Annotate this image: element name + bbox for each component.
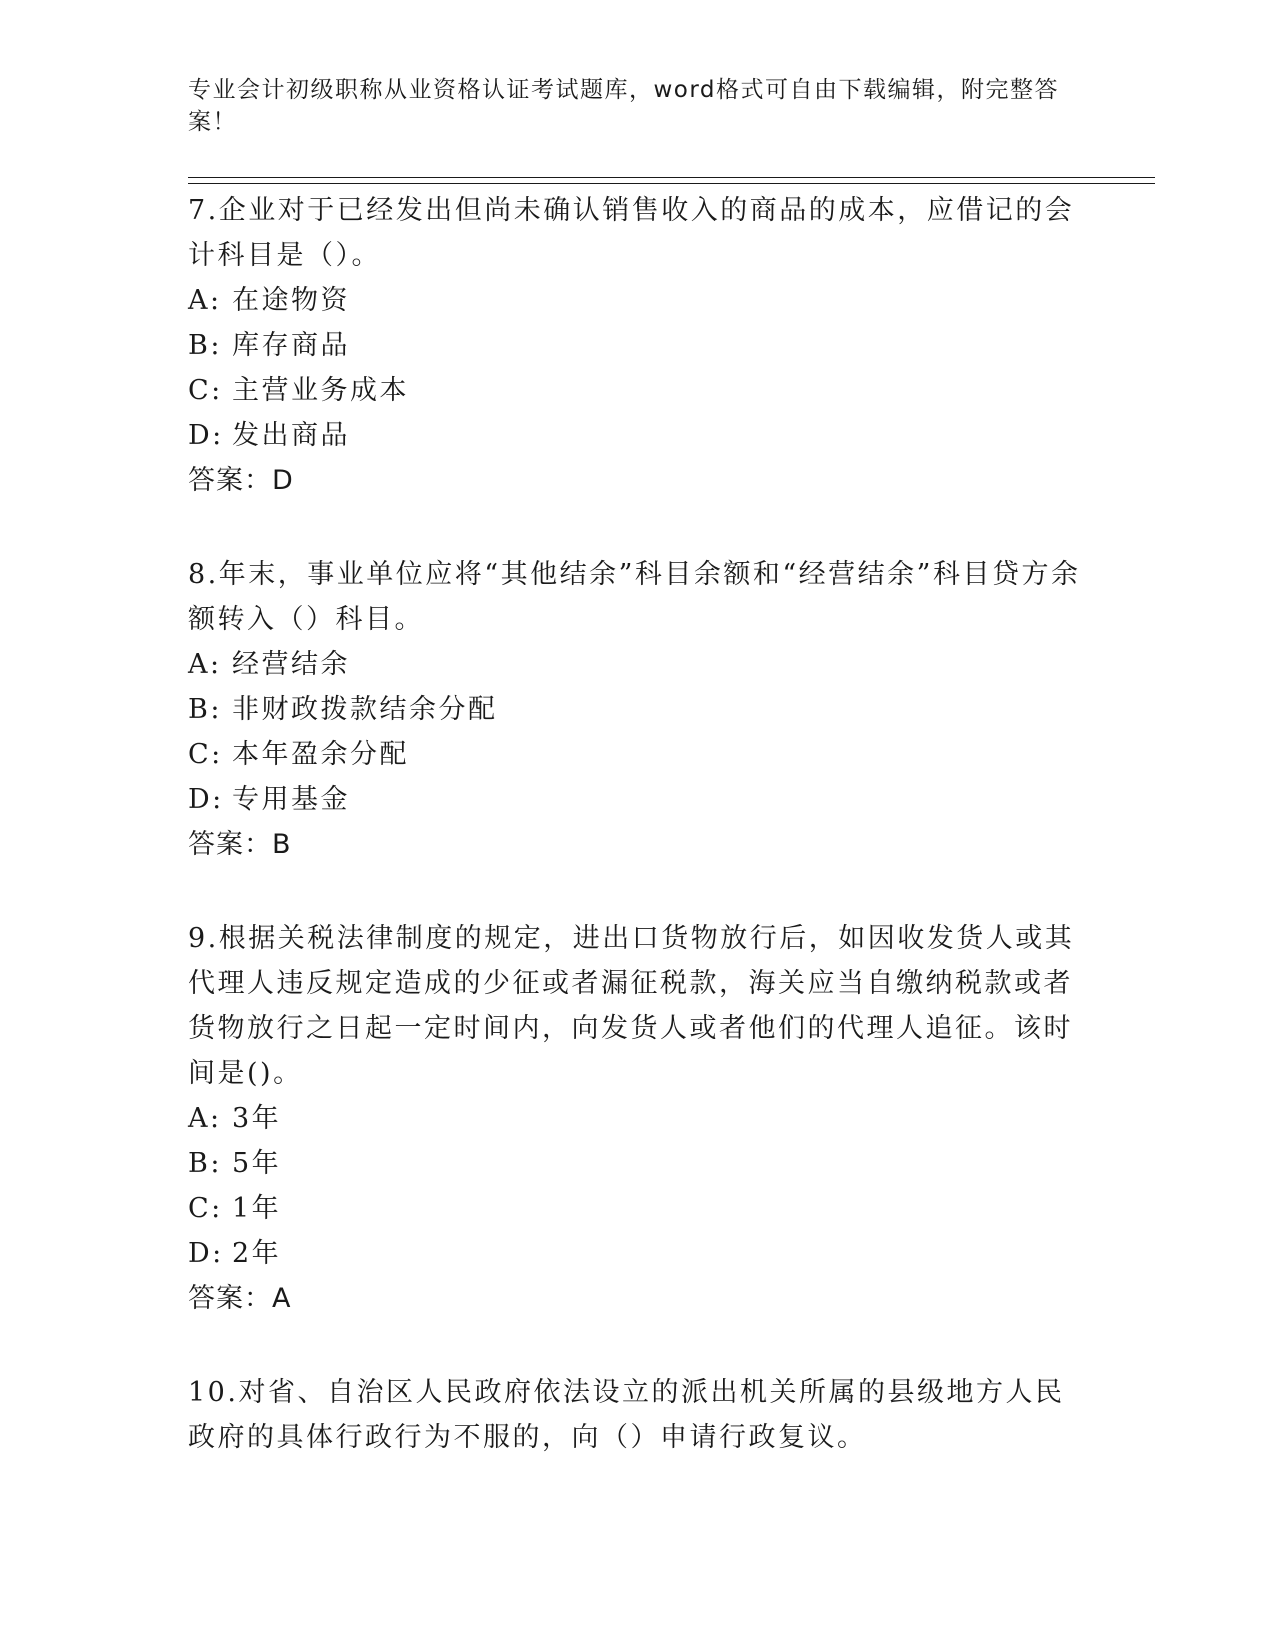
question-stem: 7.企业对于已经发出但尚未确认销售收入的商品的成本，应借记的会计科目是（）。 (188, 195, 1075, 271)
option-key: A: (188, 649, 222, 680)
answer-line: 答案：A (188, 1283, 292, 1314)
option-text: 2年 (232, 1238, 282, 1269)
header-divider (188, 183, 1155, 184)
option-d (188, 413, 1088, 458)
option-d (188, 777, 1088, 822)
question-stem: 8.年末，事业单位应将“其他结余”科目余额和“经营结余”科目贷方余额转入（）科目。 (188, 559, 1081, 635)
option-text: 5年 (232, 1148, 282, 1179)
option-text: 1年 (232, 1193, 282, 1224)
question-7 (188, 188, 1088, 503)
option-key: A: (188, 285, 222, 316)
question-stem: 10.对省、自治区人民政府依法设立的派出机关所属的县级地方人民政府的具体行政行为不服的，向（）申请行政复议。 (188, 1377, 1065, 1453)
option-text: 非财政拨款结余分配 (232, 694, 498, 725)
option-c (188, 1186, 1088, 1231)
document-header: 专业会计初级职称从业资格认证考试题库，word格式可自由下载编辑，附完整答案！ (188, 77, 1060, 135)
question-stem: 9.根据关税法律制度的规定，进出口货物放行后，如因收发货人或其代理人违反规定造成的少征或者漏征税款，海关应当自缴纳税款或者货物放行之日起一定时间内，向发货人或者他们的代理人追征。该时间是()。 (188, 923, 1075, 1089)
option-text: 库存商品 (232, 330, 350, 361)
question-10 (188, 1370, 1088, 1460)
option-text: 在途物资 (232, 285, 350, 316)
option-text: 发出商品 (232, 420, 350, 451)
header-divider (188, 177, 1155, 178)
option-b (188, 687, 1088, 732)
option-c (188, 732, 1088, 777)
option-key: C: (188, 739, 223, 770)
option-b (188, 1141, 1088, 1186)
option-key: A: (188, 1103, 222, 1134)
option-key: B: (188, 330, 222, 361)
option-text: 3年 (232, 1103, 282, 1134)
option-key: B: (188, 694, 222, 725)
option-text: 经营结余 (232, 649, 350, 680)
option-a (188, 1096, 1088, 1141)
option-key: B: (188, 1148, 222, 1179)
option-d (188, 1231, 1088, 1276)
option-key: D: (188, 1238, 224, 1269)
question-9 (188, 916, 1088, 1321)
question-8 (188, 552, 1088, 867)
option-a (188, 278, 1088, 323)
option-text: 本年盈余分配 (232, 739, 409, 770)
option-key: D: (188, 420, 224, 451)
option-c (188, 368, 1088, 413)
option-key: C: (188, 1193, 223, 1224)
answer-line: 答案：D (188, 465, 294, 496)
option-text: 主营业务成本 (232, 375, 409, 406)
option-a (188, 642, 1088, 687)
option-text: 专用基金 (232, 784, 350, 815)
option-key: D: (188, 784, 224, 815)
answer-line: 答案：B (188, 829, 292, 860)
option-b (188, 323, 1088, 368)
option-key: C: (188, 375, 223, 406)
